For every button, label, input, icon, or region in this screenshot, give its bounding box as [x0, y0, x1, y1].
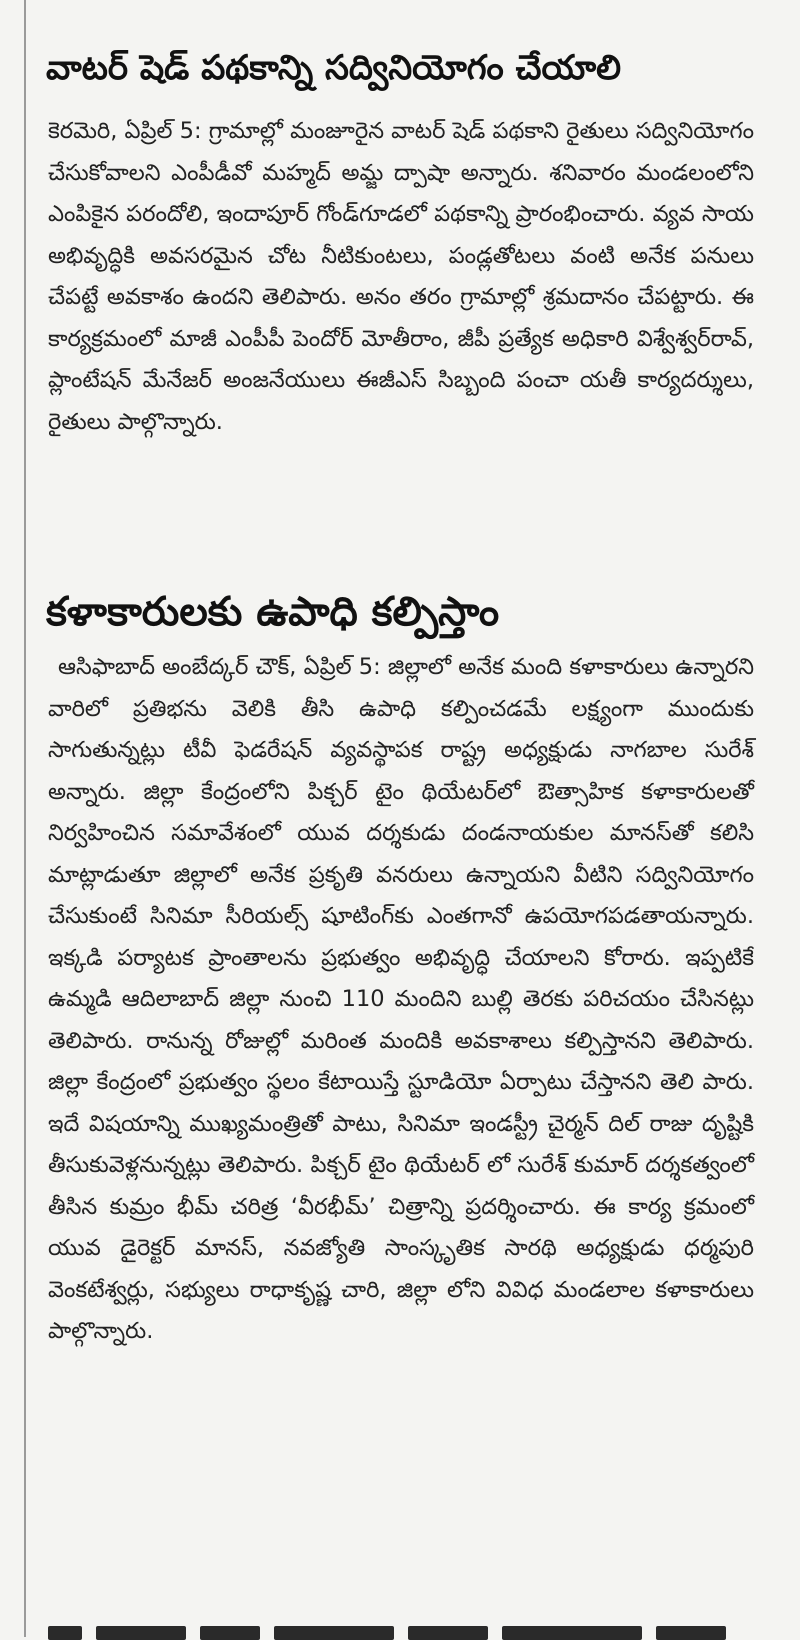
article-2-body: ఆసిఫాబాద్ అంబేద్కర్ చౌక్, ఏప్రిల్ 5: జిల్లాలో అనేక మంది కళాకారులు ఉన్నారని వారిలో ప్రతిభను వెలికి తీసి ఉపాధి కల్పించడమే లక్ష్యంగా ముందుకు సాగుతున్నట్లు టీవీ ఫెడరేషన్ వ్యవస్థాపక రాష్ట్ర అధ్యక్షుడు నాగబాల సురేశ్ అన్నారు. జిల్లా కేంద్రంలోని పిక్చర్ టైం థియేటర్‌లో ఔత్సాహిక కళాకారులతో నిర్వహించిన సమావేశంలో యువ దర్శకుడు దండనాయకుల మానస్‌తో కలిసి మాట్లాడుతూ జిల్లాలో అనేక ప్రకృతి వనరులు ఉన్నాయని వీటిని సద్వినియోగం చేసుకుంటే సినిమా సీరియల్స్ షూటింగ్‌కు ఎంతగానో ఉపయోగపడతాయన్నారు. ఇక్కడి పర్యాటక ప్రాంతాలను ప్రభుత్వం అభివృద్ధి చేయాలని కోరారు. ఇప్పటికే ఉమ్మడి ఆదిలాబాద్ జిల్లా నుంచి 110 మందిని బుల్లి తెరకు పరిచయం చేసినట్లు తెలిపారు. రానున్న రోజుల్లో మరింత మందికి అవకాశాలు కల్పిస్తానని తెలిపారు. జిల్లా కేంద్రంలో ప్రభుత్వం స్థలం కేటాయిస్తే స్టూడియో ఏర్పాటు చేస్తానని తెలి పారు. ఇదే విషయాన్ని ముఖ్యమంత్రితో పాటు, సినిమా ఇండస్ట్రీ చైర్మన్ దిల్ రాజు దృష్టికి తీసుకువెళ్లనున్నట్లు తెలిపారు. పిక్చర్ టైం థియేటర్ లో సురేశ్ కుమార్ దర్శకత్వంలో తీసిన కుమ్రం భీమ్ చరిత్ర ‘వీరభీమ్’ చిత్రాన్ని ప్రదర్శించారు. ఈ కార్య క్రమంలో యువ డైరెక్టర్ మానస్, నవజ్యోతి సాంస్కృతిక సారథి అధ్యక్షుడు ధర్మపురి వెంకటేశ్వర్లు, సభ్యులు రాధాకృష్ణ చారి, జిల్లా లోని వివిధ మండలాల కళాకారులు పాల్గొన్నారు. — [48, 654, 754, 1344]
previous-article-cutoff — [48, 0, 568, 16]
next-headline-cutoff — [48, 1614, 748, 1640]
article-1-body: కెరమెరి, ఏప్రిల్ 5: గ్రామాల్లో మంజూరైన వాటర్ షెడ్ పథకాని రైతులు సద్వినియోగం చేసుకోవాలని ఎంపీడీవో మహ్మద్ అమ్జ ద్పాషా అన్నారు. శనివారం మండలంలోని ఎంపికైన పరందోలి, ఇందాపూర్ గోండ్‌గూడలో పథకాన్ని ప్రారంభించారు. వ్యవ సాయ అభివృద్ధికి అవసరమైన చోట నీటికుంటలు, పండ్లతోటలు వంటి అనేక పనులు చేపట్టే అవకాశం ఉందని తెలిపారు. అనం తరం గ్రామాల్లో శ్రమదానం చేపట్టారు. ఈ కార్యక్రమంలో మాజీ ఎంపీపీ పెందోర్ మోతీరాం, జీపీ ప్రత్యేక అధికారి విశ్వేశ్వర్‌రావ్, ప్లాంటేషన్ మేనేజర్ అంజనేయులు ఈజీఎస్ సిబ్బంది పంచా యతీ కార్యదర్శులు, రైతులు పాల్గొన్నారు. — [48, 118, 754, 435]
article-2-headline: కళాకారులకు ఉపాధి కల్పిస్తాం — [46, 589, 500, 635]
article-1-headline: వాటర్ షెడ్ పథకాన్ని సద్వినియోగం చేయాలి — [46, 48, 622, 88]
